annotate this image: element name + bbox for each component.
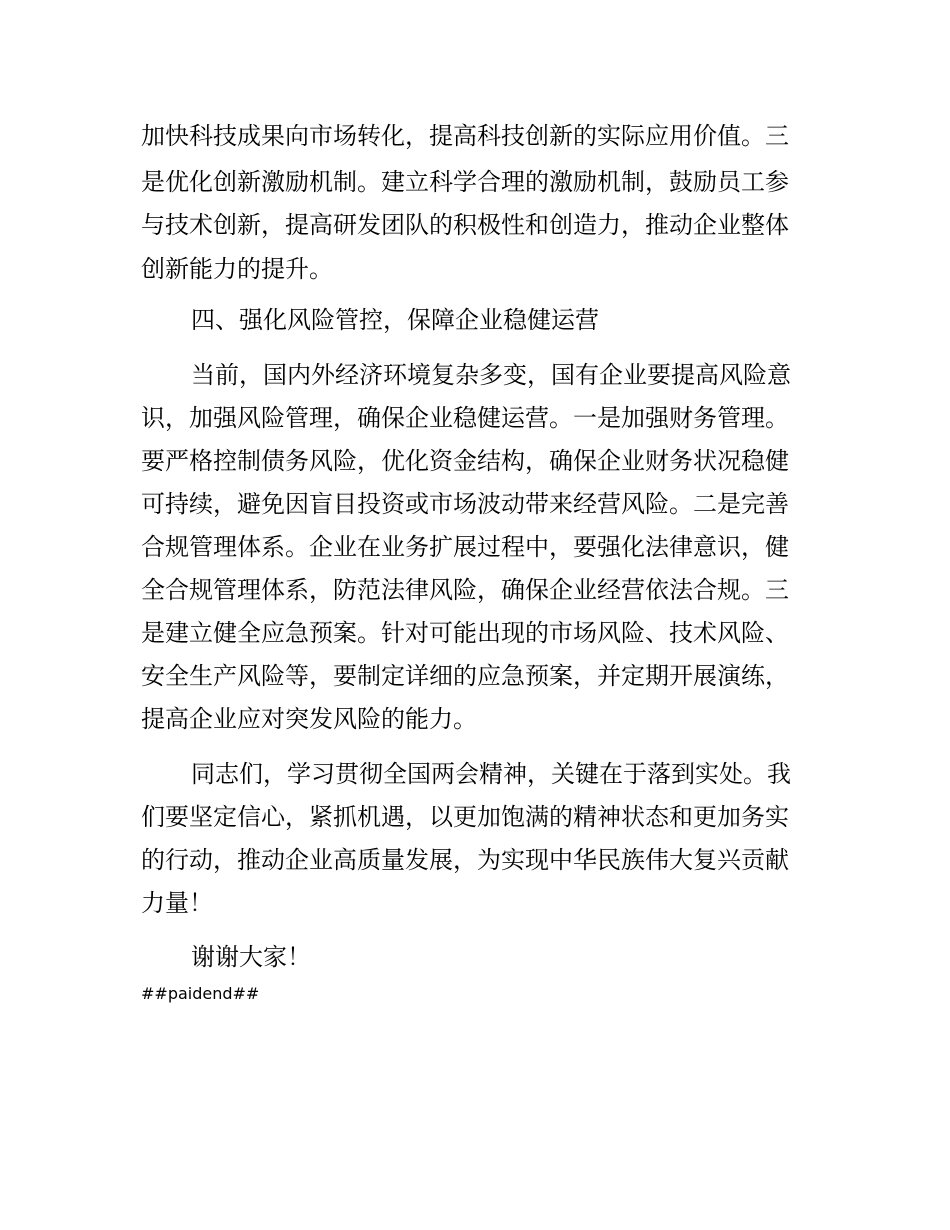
text-line: 与技术创新，提高研发团队的积极性和创造力，推动企业整体	[141, 211, 789, 239]
text-line: 力量！	[141, 889, 213, 917]
text-line: 是建立健全应急预案。针对可能出现的市场风险、技术风险、	[141, 619, 789, 647]
text-line: 们要坚定信心，紧抓机遇，以更加饱满的精神状态和更加务实	[141, 803, 789, 831]
text-line: 是优化创新激励机制。建立科学合理的激励机制，鼓励员工参	[141, 168, 789, 196]
text-line: 要严格控制债务风险，优化资金结构，确保企业财务状况稳健	[141, 447, 789, 475]
text-line: 全合规管理体系，防范法律风险，确保企业经营依法合规。三	[141, 576, 789, 604]
text-line: 创新能力的提升。	[141, 255, 333, 283]
text-line: 提高企业应对突发风险的能力。	[141, 705, 477, 733]
text-line: 的行动，推动企业高质量发展，为实现中华民族伟大复兴贡献	[141, 846, 789, 874]
text-line: 可持续，避免因盲目投资或市场波动带来经营风险。二是完善	[141, 490, 789, 518]
text-line: 加快科技成果向市场转化，提高科技创新的实际应用价值。三	[141, 122, 789, 150]
paragraph-first-line: 同志们，学习贯彻全国两会精神，关键在于落到实处。我	[191, 760, 791, 788]
text-line: 合规管理体系。企业在业务扩展过程中，要强化法律意识，健	[141, 533, 789, 561]
text-line: 识，加强风险管理，确保企业稳健运营。一是加强财务管理。	[141, 404, 789, 432]
section-heading: 四、强化风险管控，保障企业稳健运营	[191, 306, 599, 334]
end-marker: ##paidend##	[141, 984, 260, 1003]
text-line: 安全生产风险等，要制定详细的应急预案，并定期开展演练，	[141, 662, 789, 690]
closing-line: 谢谢大家！	[191, 943, 311, 971]
paragraph-first-line: 当前，国内外经济环境复杂多变，国有企业要提高风险意	[191, 361, 791, 389]
